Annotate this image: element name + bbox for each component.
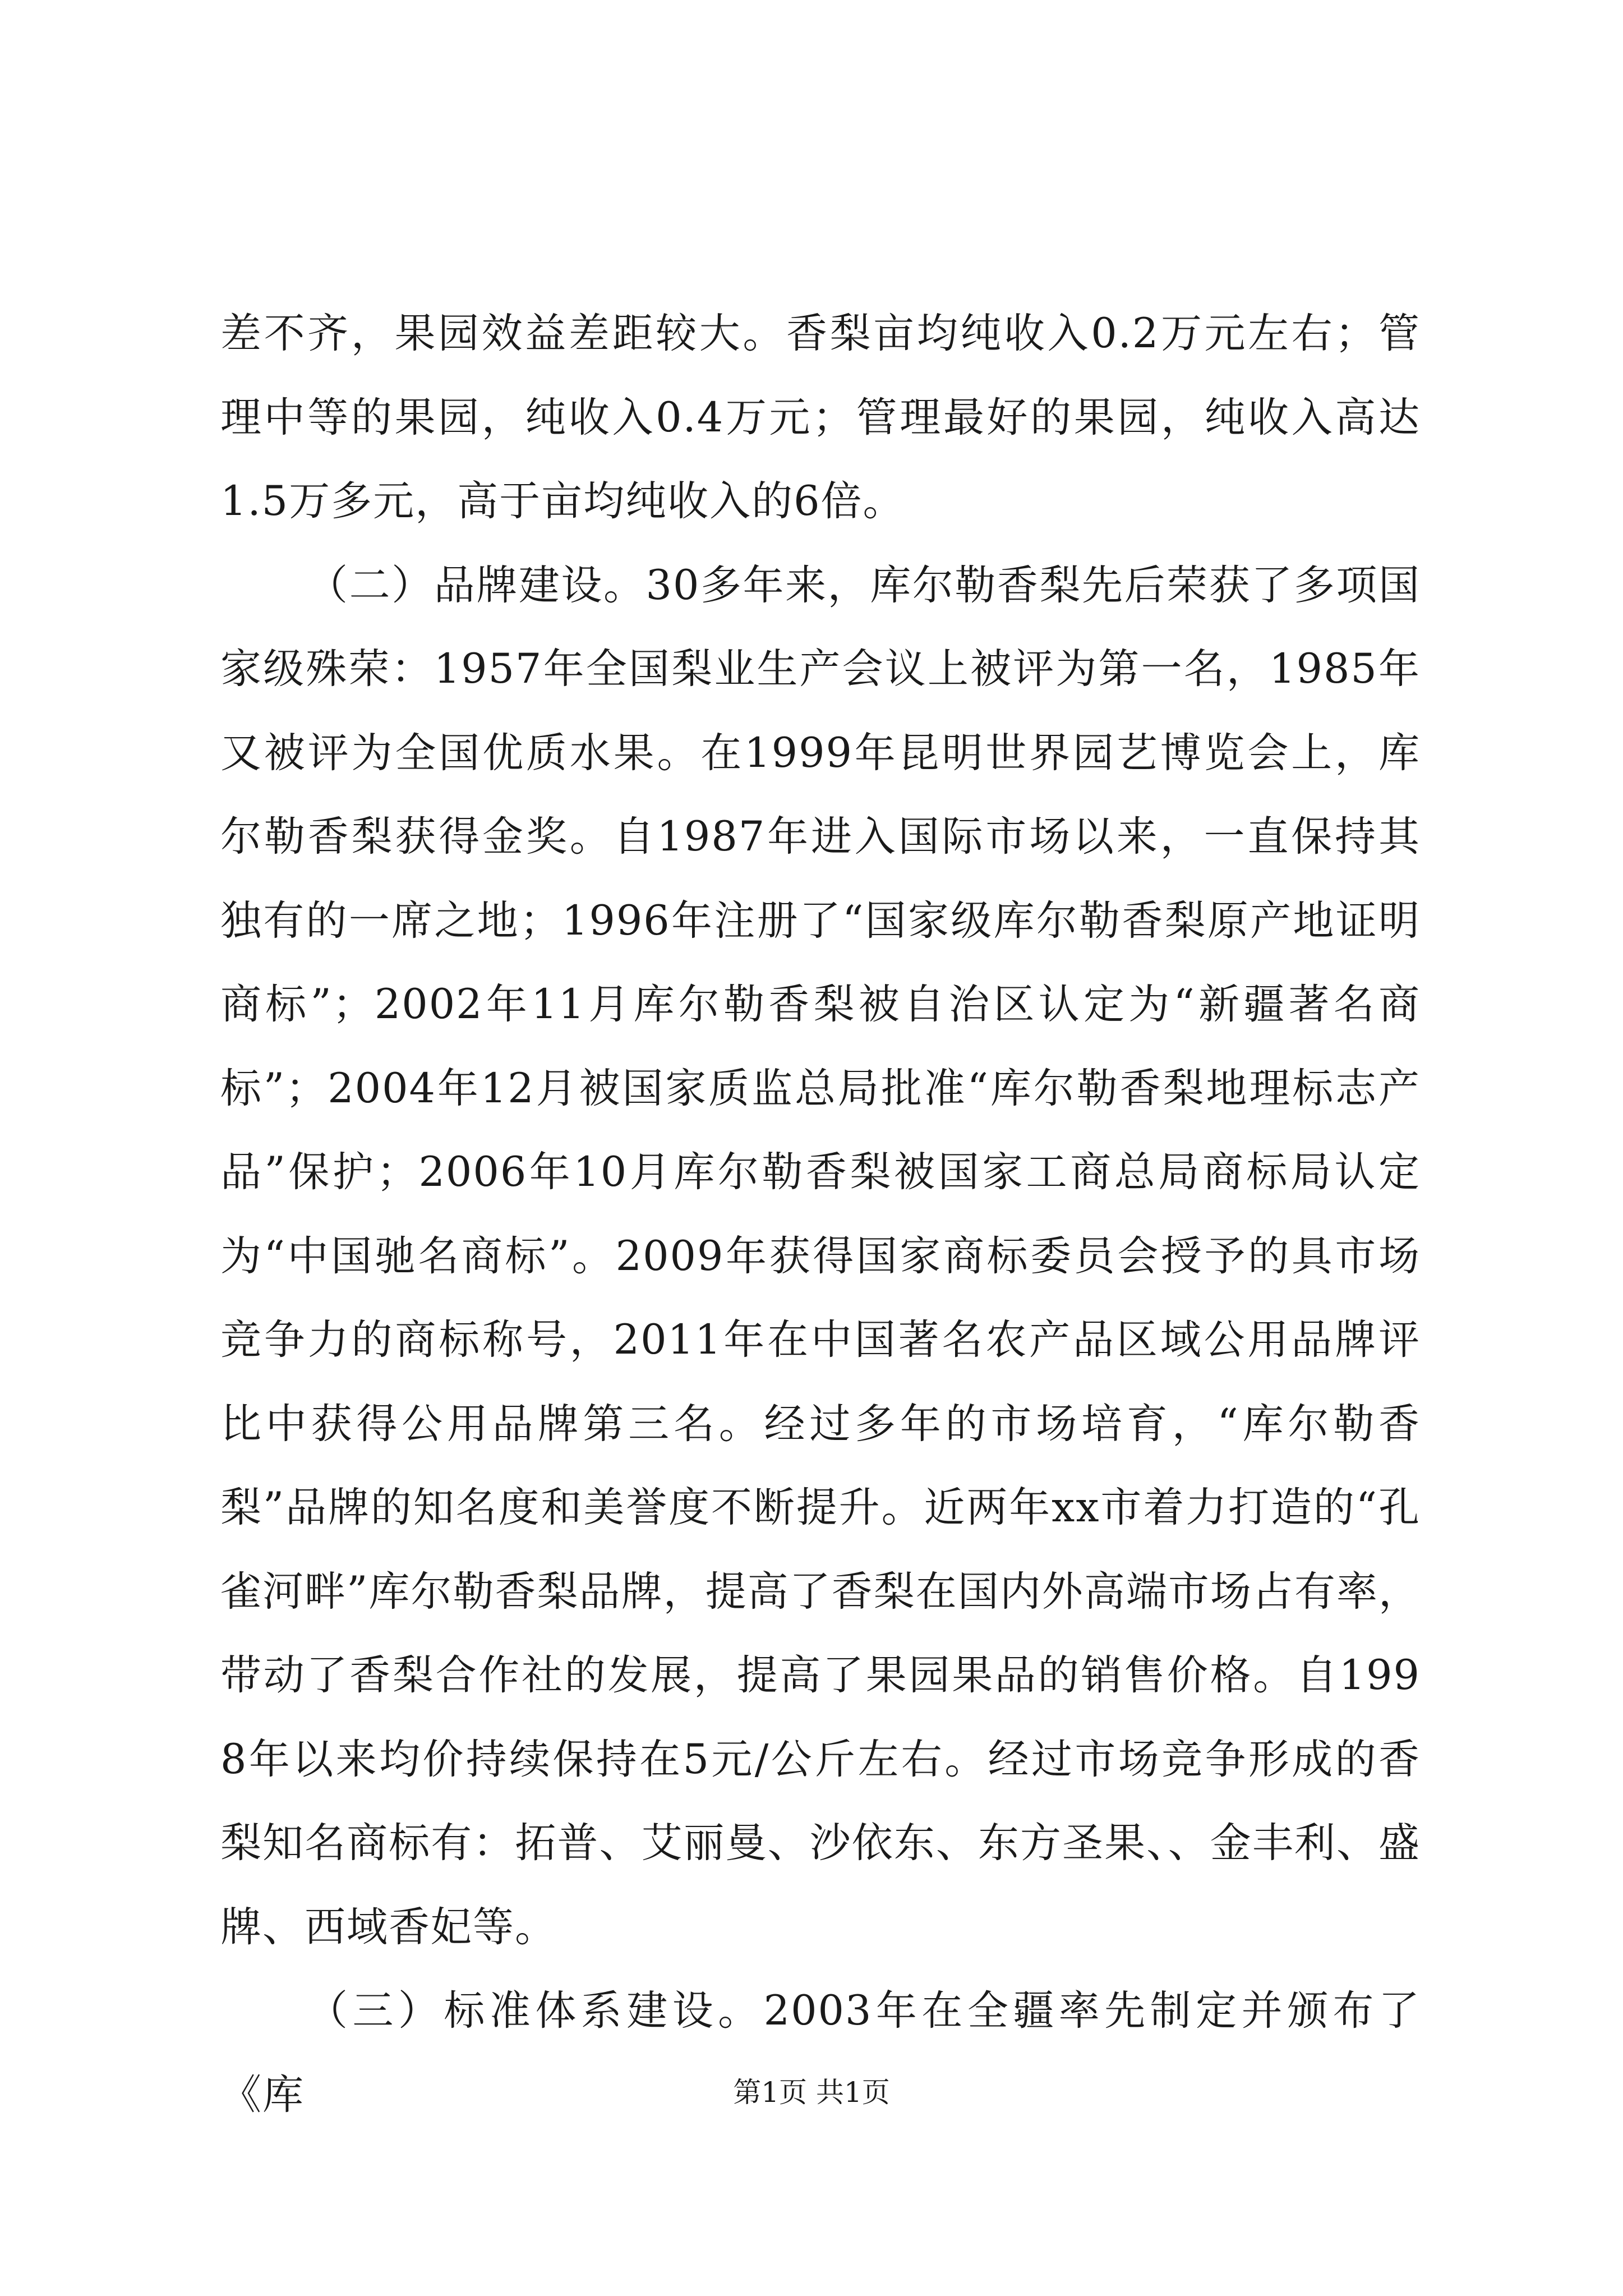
paragraph-brand-building: （二）品牌建设。30多年来，库尔勒香梨先后荣获了多项国家级殊荣：1957年全国梨业生产会议上被评为第一名，1985年又被评为全国优质水果。在1999年昆明世界园艺博览会上，库尔勒香梨获得金奖。自1987年进入国际市场以来，一直保持其独有的一席之地；1996年注册了“国家级库尔勒香梨原产地证明商标”；2002年11月库尔勒香梨被自治区认定为“新疆著名商标”；2004年12月被国家质监总局批准“库尔勒香梨地理标志产品”保护；2006年10月库尔勒香梨被国家工商总局商标局认定为“中国驰名商标”。2009年获得国家商标委员会授予的具市场竞争力的商标称号，2011年在中国著名农产品区域公用品牌评比中获得公用品牌第三名。经过多年的市场培育，“库尔勒香梨”品牌的知名度和美誉度不断提升。近两年xx市着力打造的“孔雀河畔”库尔勒香梨品牌，提高了香梨在国内外高端市场占有率，带动了香梨合作社的发展，提高了果园果品的销售价格。自1998年以来均价持续保持在5元/公斤左右。经过市场竞争形成的香梨知名商标有：拓普、艾丽曼、沙依东、东方圣果、、金丰利、盛牌、西域香妃等。	[220, 561, 1421, 1951]
page-footer: 第1页 共1页	[733, 2076, 890, 2109]
document-body	[220, 292, 1421, 2137]
paragraph-continuation: 差不齐，果园效益差距较大。香梨亩均纯收入0.2万元左右；管理中等的果园，纯收入0.4万元；管理最好的果园，纯收入高达1.5万多元，高于亩均纯收入的6倍。	[220, 310, 1421, 525]
paragraph-standard-system: （三）标准体系建设。2003年在全疆率先制定并颁布了《库	[220, 1987, 1421, 2119]
